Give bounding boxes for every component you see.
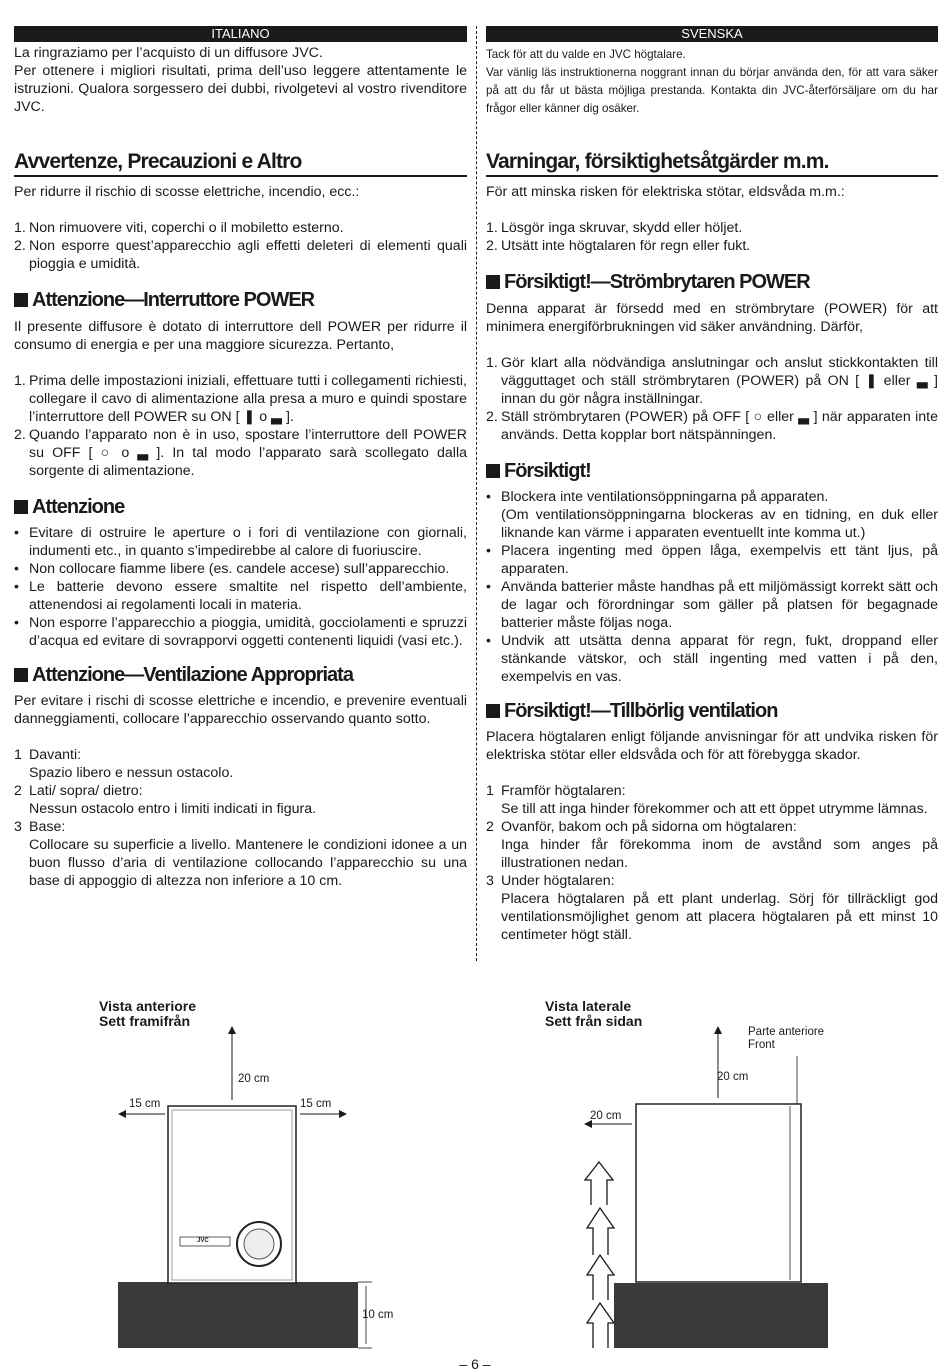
list-item: 2. Utsätt inte högtalaren för regn eller fukt. bbox=[486, 238, 751, 254]
section-title-attention: Attenzione bbox=[14, 496, 467, 518]
section-title-caution: Försiktigt! bbox=[486, 460, 938, 482]
dimension-label: 20 cm bbox=[238, 1073, 270, 1085]
list-item: 1 Framför högtalaren: bbox=[486, 783, 626, 799]
italian-column bbox=[14, 26, 467, 890]
square-bullet-icon bbox=[486, 464, 500, 478]
side-view-label: Vista laterale Sett från sidan bbox=[545, 998, 643, 1029]
list-item-body: Nessun ostacolo entro i limiti indicati in figura. bbox=[29, 801, 317, 817]
language-header-swedish: SVENSKA bbox=[486, 26, 938, 42]
list-item: 1. Lösgör inga skruvar, skydd eller höljet. bbox=[486, 220, 743, 236]
dimension-label: 20 cm bbox=[717, 1071, 749, 1083]
list-item: 1. Prima delle impostazioni iniziali, effettuare tutti i collegamenti richiesti, collegare il cavo di alimentazione alla presa a muro e quindi spostare l’interruttore dell POWER su ON [ ❚ o ▃ ]. bbox=[14, 373, 467, 425]
section-intro: Per evitare i rischi di scosse elettriche e incendio, e prevenire eventuali danneggiamenti, collocare l’apparecchio osservando quanto sotto. bbox=[14, 693, 467, 727]
intro-line-1: Tack för att du valde en JVC högtalare. bbox=[486, 48, 686, 61]
page-number: – 6 – bbox=[459, 1356, 491, 1372]
list-item: • Non collocare fiamme libere (es. candele accese) sull’apparecchio. bbox=[14, 561, 450, 577]
section-intro: Per ridurre il rischio di scosse elettriche, incendio, ecc.: bbox=[14, 184, 360, 200]
list-item: 2. Ställ strömbrytaren (POWER) på OFF [ ○ eller ▃ ] när apparaten inte används. Detta kopplar bort nätspänningen. bbox=[486, 409, 938, 443]
dimension-label: 15 cm bbox=[129, 1098, 161, 1110]
list-item: • Placera ingenting med öppen låga, exempelvis ett tänt ljus, på apparaten. bbox=[486, 543, 938, 577]
section-title-power: Försiktigt!—Strömbrytaren POWER bbox=[486, 271, 938, 293]
list-item: • Blockera inte ventilationsöppningarna på apparaten. (Om ventilationsöppningarna blockeras av en tidning, en duk eller liknande kan värme i apparaten eventuellt inte komma ut.) bbox=[486, 489, 938, 541]
language-header-italian: ITALIANO bbox=[14, 26, 467, 42]
numbered-list bbox=[486, 782, 938, 944]
numbered-list bbox=[486, 354, 938, 444]
list-item: • Använda batterier måste handhas på ett miljömässigt korrekt sätt och de lagar och förordningar som gäller på platsen för begagnade batterier måste följas noga. bbox=[486, 579, 938, 631]
section-intro: Placera högtalaren enligt följande anvisningar för att undvika risken för elektriska stötar eller eldsvåda och för att förebygga skador. bbox=[486, 729, 938, 763]
section-title-power: Attenzione—Interruttore POWER bbox=[14, 289, 467, 311]
list-item: 2 Lati/ sopra/ dietro: bbox=[14, 783, 143, 799]
list-item: 3 Base: bbox=[14, 819, 66, 835]
numbered-list bbox=[14, 219, 467, 273]
list-item: • Le batterie devono essere smaltite nel rispetto dell’ambiente, attenendosi ai regolamenti locali in materia. bbox=[14, 579, 467, 613]
square-bullet-icon bbox=[486, 275, 500, 289]
intro-line-2: Var vänlig läs instruktionerna noggrant innan du börjar använda den, för att vara säker på att du får ut bästa möjliga prestanda. Kontakta din JVC-återförsäljare om du har frågor eller känner dig osäker. bbox=[486, 66, 938, 115]
list-item: 2 Ovanför, bakom och på sidorna om högtalaren: bbox=[486, 819, 797, 835]
list-item: 2. Quando l’apparato non è in uso, spostare l’interruttore dell POWER su OFF [ ○ o ▃ ]. In tal modo l’apparato sarà scollegato dalla sorgente di alimentazione. bbox=[14, 427, 467, 479]
list-item: • Non esporre l’apparecchio a pioggia, umidità, gocciolamenti e spruzzi d’acqua ed evitare di sovrapporvi oggetti contenenti liquidi (vasi etc.). bbox=[14, 615, 467, 649]
base-stand bbox=[118, 1282, 358, 1348]
section-title-ventilation: Försiktigt!—Tillbörlig ventilation bbox=[486, 700, 938, 722]
intro-line-1: La ringraziamo per l’acquisto di un diffusore JVC. bbox=[14, 45, 323, 61]
dimension-label: 10 cm bbox=[362, 1309, 394, 1321]
airflow-arrows bbox=[585, 1162, 614, 1348]
intro-line-2: Per ottenere i migliori risultati, prima dell’uso leggere attentamente le istruzioni. Qualora sorgessero dei dubbi, rivolgetevi al vostro rivenditore JVC. bbox=[14, 63, 467, 115]
section-title-warnings: Varningar, försiktighetsåtgärder m.m. bbox=[486, 150, 938, 177]
square-bullet-icon bbox=[14, 500, 28, 514]
square-bullet-icon bbox=[14, 668, 28, 682]
logo: JVC bbox=[197, 1238, 209, 1244]
section-intro: Il presente diffusore è dotato di interruttore dell POWER per ridurre il consumo di energia e per una maggiore sicurezza. Pertanto, bbox=[14, 319, 467, 353]
section-intro: För att minska risken för elektriska stötar, eldsvåda m.m.: bbox=[486, 184, 845, 200]
base-stand bbox=[614, 1283, 828, 1348]
square-bullet-icon bbox=[14, 293, 28, 307]
list-item: 3 Under högtalaren: bbox=[486, 873, 615, 889]
bullet-list bbox=[14, 524, 467, 650]
numbered-list bbox=[14, 746, 467, 890]
dimension-label: 20 cm bbox=[590, 1110, 622, 1122]
side-view-diagram bbox=[585, 1030, 828, 1348]
list-item-body: Inga hinder får förekomma inom de avstånd som anges på illustrationen nedan. bbox=[501, 837, 938, 871]
section-title-ventilation: Attenzione—Ventilazione Appropriata bbox=[14, 664, 467, 686]
list-item: 1 Davanti: bbox=[14, 747, 82, 763]
square-bullet-icon bbox=[486, 704, 500, 718]
numbered-list bbox=[14, 372, 467, 480]
dimension-label: 15 cm bbox=[300, 1098, 332, 1110]
list-item: 1. Gör klart alla nödvändiga anslutningar och anslut stickkontakten till vägguttaget och ställ strömbrytaren (POWER) på ON [ ❚ eller ▃ ] innan du gör några inställningar. bbox=[486, 355, 938, 407]
section-intro: Denna apparat är försedd med en strömbrytare (POWER) för att minimera energiförbrukningen vid säker användning. Därför, bbox=[486, 301, 938, 335]
list-item: 1. Non rimuovere viti, coperchi o il mobiletto esterno. bbox=[14, 220, 344, 236]
numbered-list bbox=[486, 219, 938, 255]
list-item-body: Collocare su superficie a livello. Mantenere le condizioni idonee a un buon flusso d’aria di ventilazione collocando l’apparecchio su una base di appoggio di altezza non inferiore a 10 cm. bbox=[29, 837, 467, 889]
column-divider bbox=[476, 26, 477, 961]
list-item: • Undvik att utsätta denna apparat för regn, fukt, droppand eller stänkande vätskor, och ställ ingenting med vatten i på den, exempelvis en vas. bbox=[486, 633, 938, 685]
ventilation-diagram bbox=[0, 1020, 950, 1355]
list-item-body: Spazio libero e nessun ostacolo. bbox=[29, 765, 234, 781]
list-item-body: Se till att inga hinder förekommer och att ett öppet utrymme lämnas. bbox=[501, 801, 928, 817]
list-item: 2. Non esporre quest’apparecchio agli effetti deleteri di elementi quali pioggia e umidità. bbox=[14, 238, 467, 272]
bullet-list bbox=[486, 488, 938, 686]
list-item-body: Placera högtalaren på ett plant underlag. Sörj för tillräckligt god ventilationsmöjlighet genom att placera högtalaren på ett minst 10 centimeter högt ställ. bbox=[501, 891, 938, 943]
section-title-warnings: Avvertenze, Precauzioni e Altro bbox=[14, 150, 467, 177]
list-item: • Evitare di ostruire le aperture o i fori di ventilazione con giornali, indumenti etc., in quanto s’impedirebbe al calore di fuoriuscire. bbox=[14, 525, 467, 559]
swedish-column bbox=[486, 26, 938, 944]
speaker-body bbox=[636, 1104, 801, 1282]
front-view-label: Vista anteriore Sett framifrån bbox=[99, 998, 197, 1029]
front-label: Parte anteriore Front bbox=[748, 1026, 825, 1051]
